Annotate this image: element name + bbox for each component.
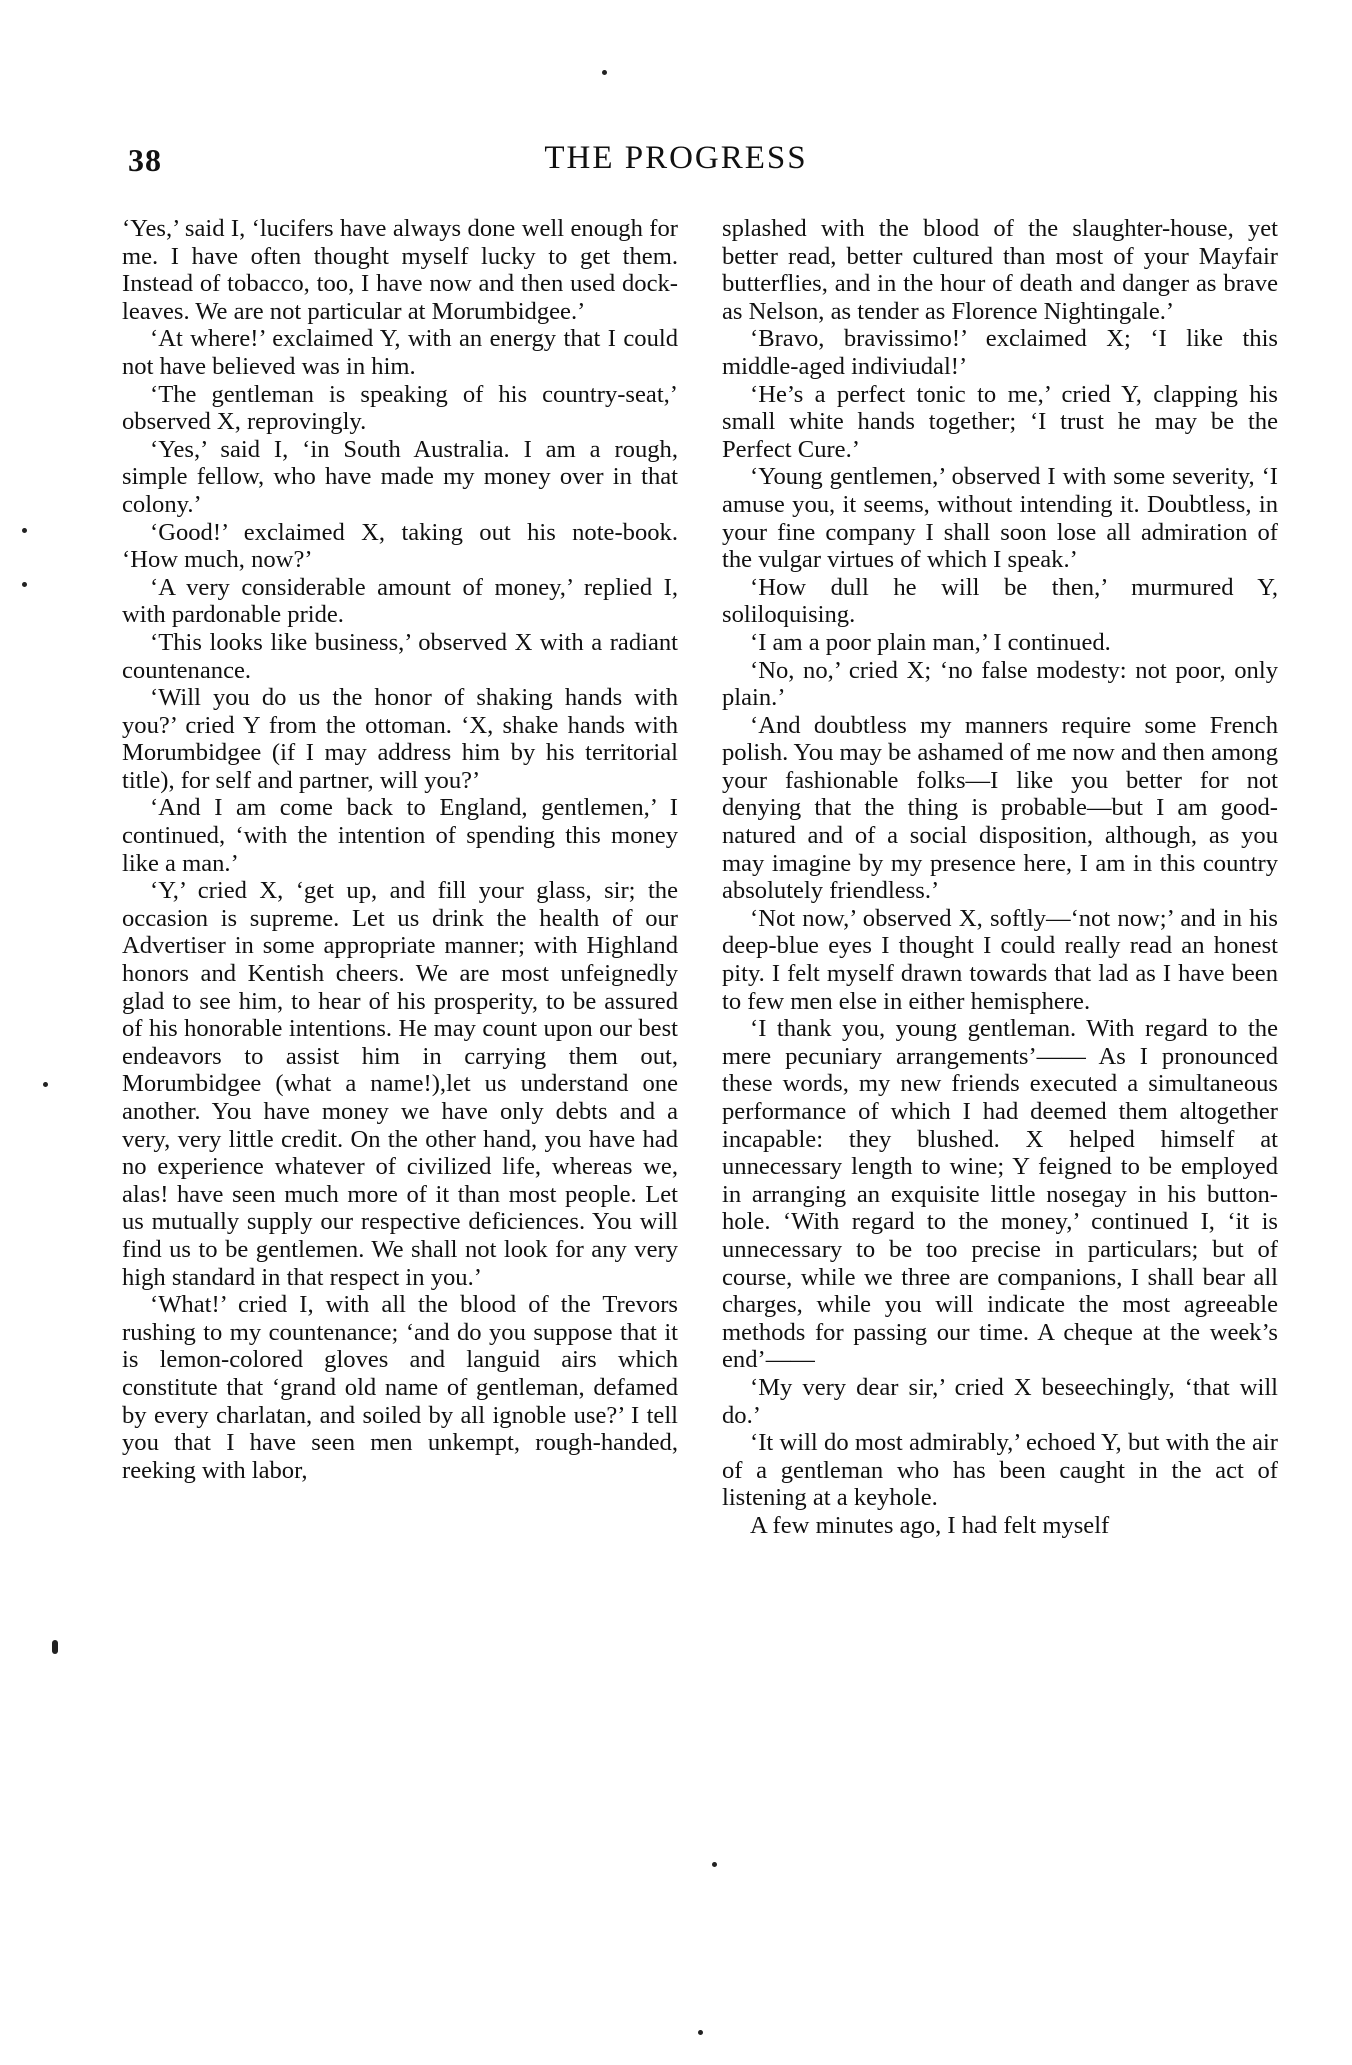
running-head: THE PROGRESS xyxy=(544,140,808,176)
page-number: 38 xyxy=(128,142,162,178)
paragraph: ‘I am a poor plain man,’ I continued. xyxy=(750,628,1111,656)
paragraph: ‘Young gentlemen,’ observed I with some severity, ‘I amuse you, it seems, without intending it. Doubtless, in your fine company I shall soon lose all admiration of the vulgar virtues of which I speak.’ xyxy=(722,463,1278,574)
scan-speck xyxy=(698,2030,703,2035)
paragraph: ‘Yes,’ said I, ‘in South Australia. I am a rough, simple fellow, who have made my money over in that colony.’ xyxy=(122,435,678,518)
paragraph: ‘Good!’ exclaimed X, taking out his note-book. ‘How much, now?’ xyxy=(122,518,678,574)
scan-speck xyxy=(22,528,27,533)
paragraph: ‘A very considerable amount of money,’ replied I, with pardonable pride. xyxy=(122,573,678,629)
scan-speck xyxy=(22,582,27,587)
paragraph: ‘How dull he will be then,’ murmured Y, soliloquising. xyxy=(722,573,1278,629)
paragraph: ‘Will you do us the honor of shaking hands with you?’ cried Y from the ottoman. ‘X, shake hands with Morumbidgee (if I may address him by his territorial title), for self and partner, will you?’ xyxy=(122,684,678,794)
left-column xyxy=(122,215,678,2025)
paragraph: ‘Yes,’ said I, ‘lucifers have always done well enough for me. I have often thought myself lucky to get them. Instead of tobacco, too, I have now and then used dock-leaves. We are not particular at Morumbidgee.’ xyxy=(122,215,678,325)
paragraph: ‘Y,’ cried X, ‘get up, and fill your glass, sir; the occasion is supreme. Let us drink the health of our Advertiser in some appropriate manner; with Highland honors and Kentish cheers. We are most unfeignedly glad to see him, to hear of his prosperity, to be assured of his honorable intentions. He may count upon our best endeavors to assist him in carrying them out, Morumbidgee (what a name!),let us understand one another. You have money we have only debts and a very, very little credit. On the other hand, you have had no experience whatever of civilized life, whereas we, alas! have seen much more of it than most people. Let us mutually supply our respective deficiences. You will find us to be gentlemen. We shall not look for any very high standard in that respect in you.’ xyxy=(122,877,678,1291)
paragraph: ‘Bravo, bravissimo!’ exclaimed X; ‘I like this middle-aged indiviudal!’ xyxy=(722,325,1278,380)
paragraph: ‘And I am come back to England, gentlemen,’ I continued, ‘with the intention of spending this money like a man.’ xyxy=(122,794,678,877)
paragraph: ‘This looks like business,’ observed X with a radiant countenance. xyxy=(122,628,678,684)
paragraph: ‘My very dear sir,’ cried X beseechingly, ‘that will do.’ xyxy=(722,1373,1278,1429)
paragraph: ‘No, no,’ cried X; ‘no false modesty: not poor, only plain.’ xyxy=(722,656,1278,712)
scan-speck xyxy=(712,1862,717,1867)
paragraph: A few minutes ago, I had felt myself xyxy=(750,1511,1110,1539)
scan-speck xyxy=(43,1082,48,1087)
paragraph: ‘At where!’ exclaimed Y, with an energy that I could not have believed was in him. xyxy=(122,325,678,380)
scan-speck xyxy=(602,70,607,75)
right-column xyxy=(722,215,1278,2025)
paragraph: ‘The gentleman is speaking of his country-seat,’ observed X, reprovingly. xyxy=(122,380,678,436)
paragraph: ‘What!’ cried I, with all the blood of the Trevors rushing to my countenance; ‘and do you suppose that it is lemon-colored gloves and languid airs which constitute that ‘grand old name of gentleman, defamed by every charlatan, and soiled by all ignoble use?’ I tell you that I have seen men unkempt, rough-handed, reeking with labor, xyxy=(122,1291,678,1484)
paragraph: ‘He’s a perfect tonic to me,’ cried Y, clapping his small white hands together; ‘I trust he may be the Perfect Cure.’ xyxy=(722,380,1278,463)
paragraph: splashed with the blood of the slaughter-house, yet better read, better cultured than most of your Mayfair butterflies, and in the hour of death and danger as brave as Nelson, as tender as Florence Nightingale.’ xyxy=(722,215,1278,325)
paragraph: ‘It will do most admirably,’ echoed Y, but with the air of a gentleman who has been caught in the act of listening at a keyhole. xyxy=(722,1429,1278,1512)
paragraph: ‘Not now,’ observed X, softly—‘not now;’ and in his deep-blue eyes I thought I could really read an honest pity. I felt myself drawn towards that lad as I have been to few men else in either hemisphere. xyxy=(722,904,1278,1015)
paragraph: ‘And doubtless my manners require some French polish. You may be ashamed of me now and then among your fashionable folks—I like you better for not denying that the thing is probable—but I am good-natured and of a social disposition, although, as you may imagine by my presence here, I am in this country absolutely friendless.’ xyxy=(722,711,1278,905)
scan-speck xyxy=(52,1640,58,1654)
paragraph: ‘I thank you, young gentleman. With regard to the mere pecuniary arrangements’—— As I pronounced these words, my new friends executed a simultaneous performance of which I had deemed them altogether incapable: they blushed. X helped himself at unnecessary length to wine; Y feigned to be employed in arranging an exquisite little nosegay in his button-hole. ‘With regard to the money,’ continued I, ‘it is unnecessary to be too precise in particulars; but of course, while we three are companions, I shall bear all charges, while you will indicate the most agreeable methods for passing our time. A cheque at the week’s end’—— xyxy=(722,1015,1278,1374)
